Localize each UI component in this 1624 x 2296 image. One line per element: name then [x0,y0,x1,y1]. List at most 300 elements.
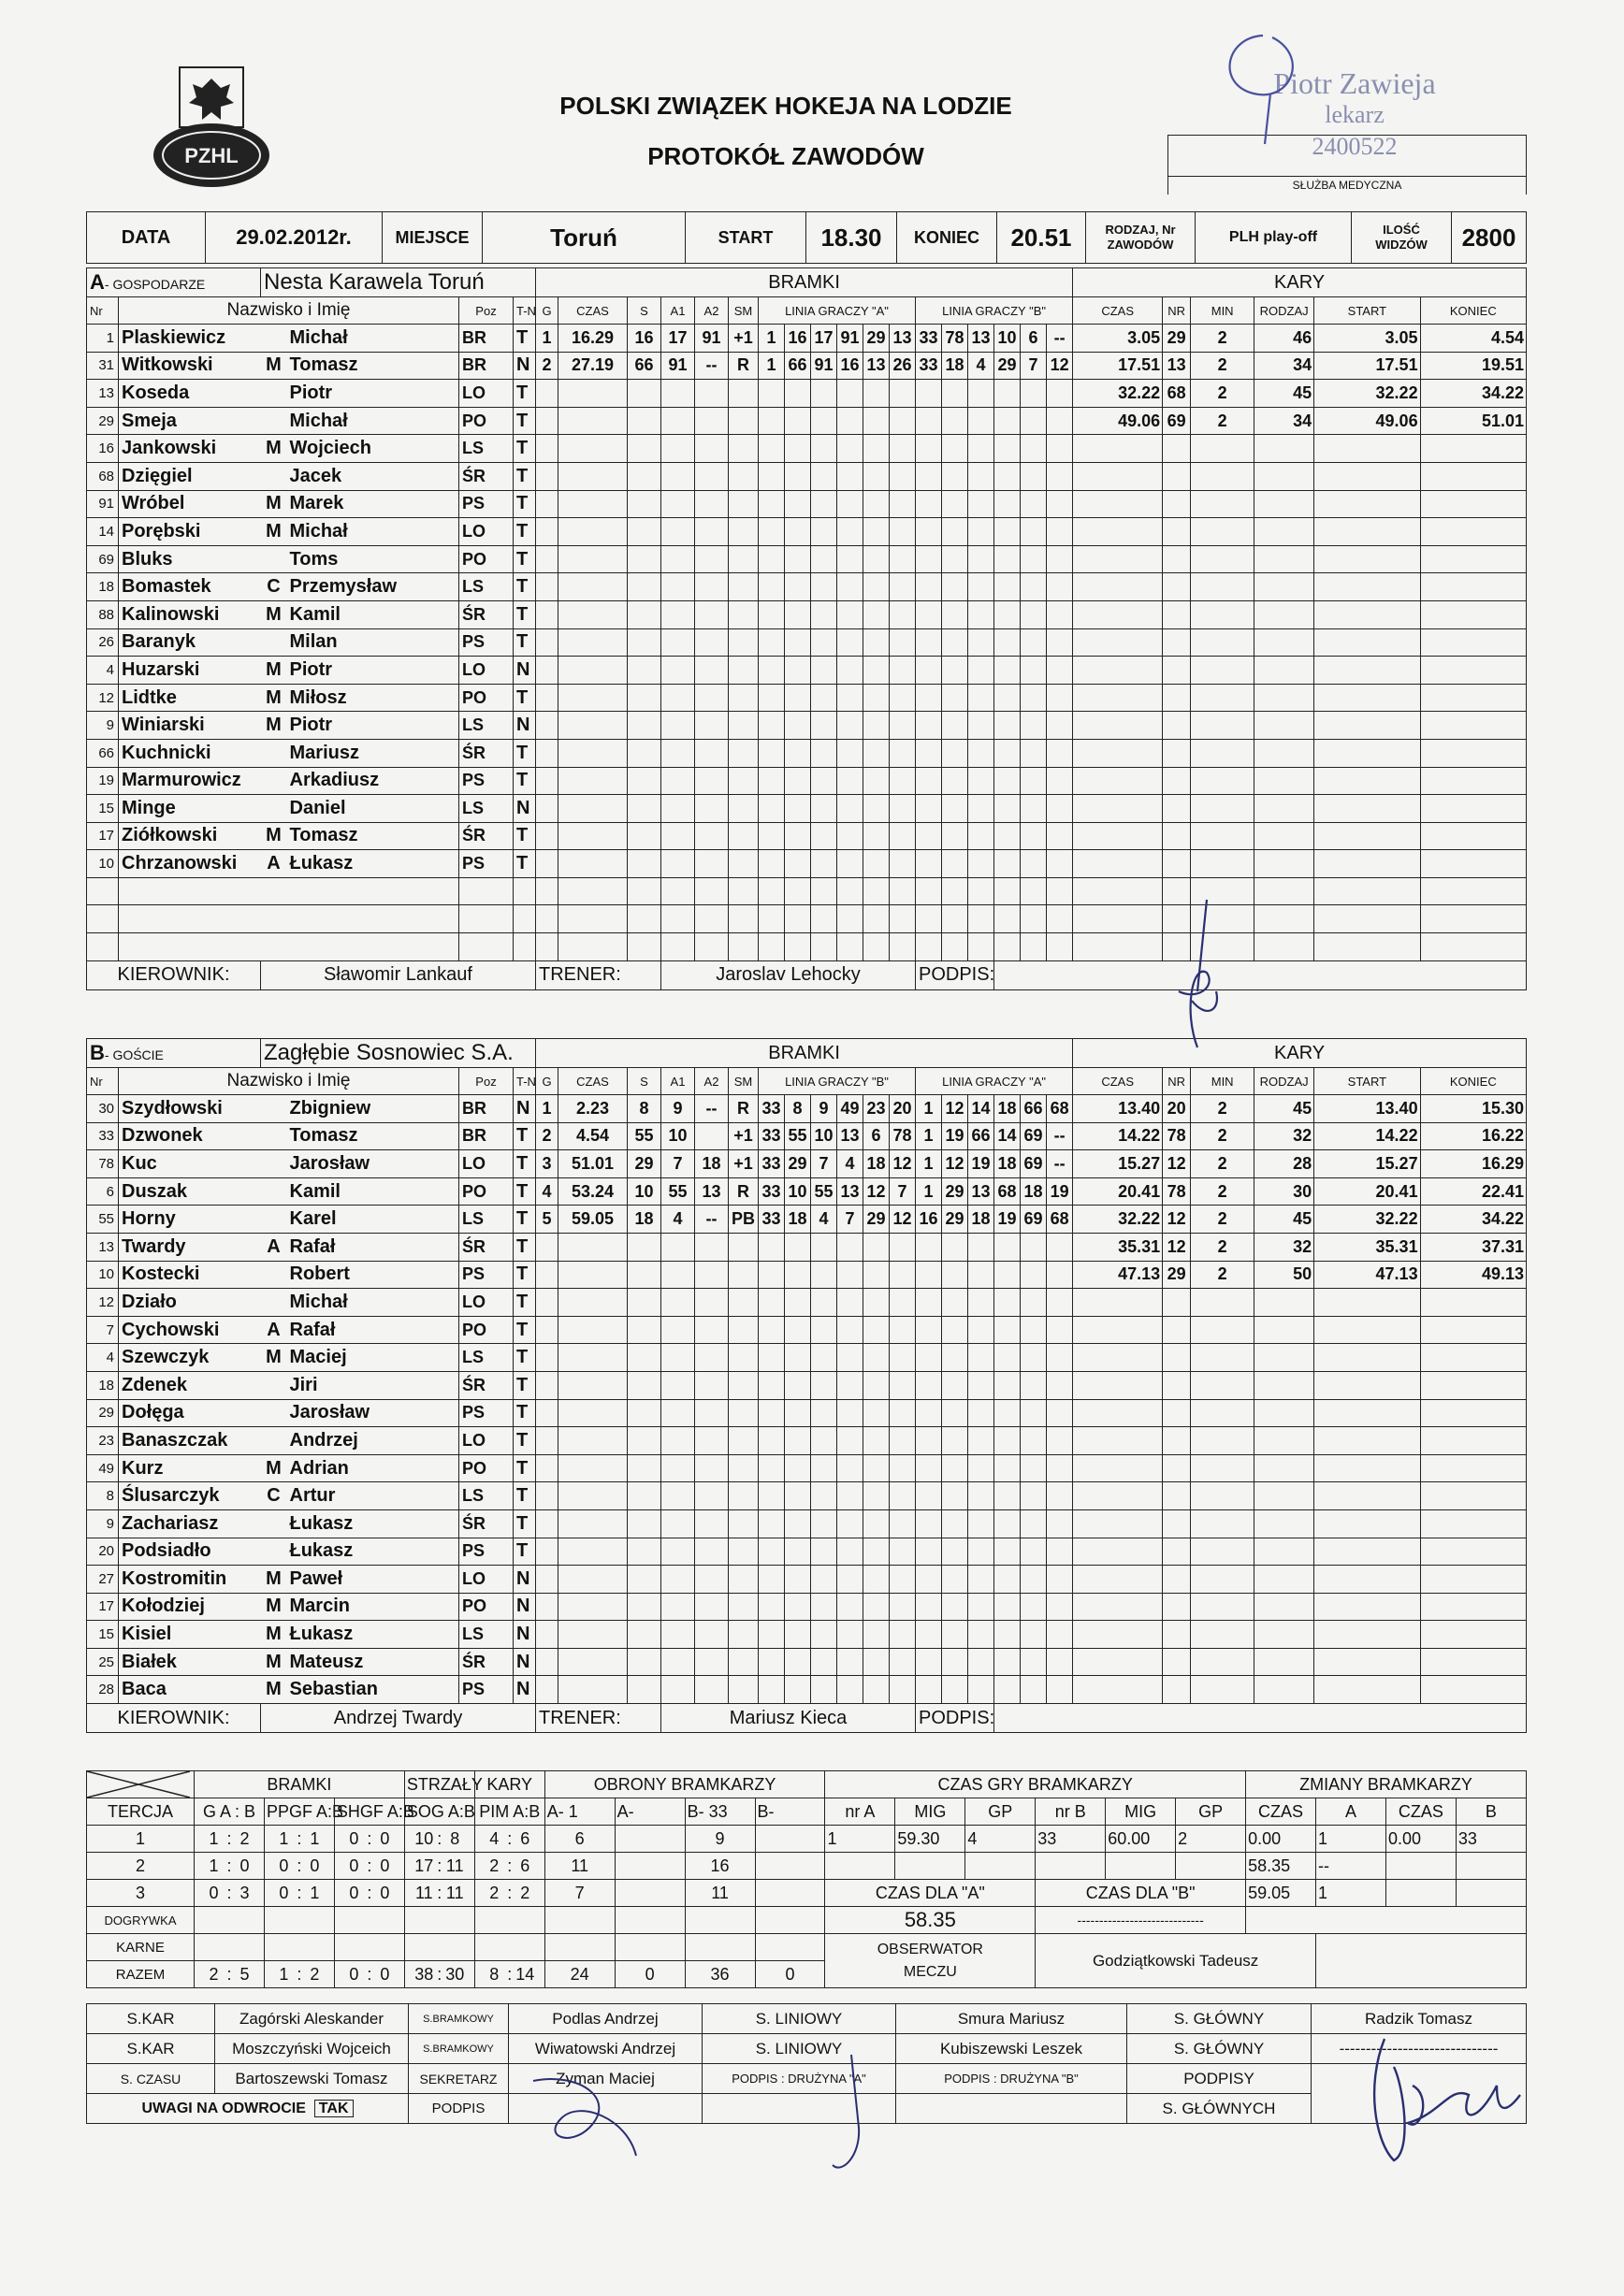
goal-cell [628,1399,661,1427]
goal-cell [536,1344,558,1372]
player-position [459,905,514,933]
goal-cell [837,380,863,408]
goal-cell [759,933,785,961]
teamA-podpis-blank [994,960,1527,989]
goal-cell [1047,1427,1073,1455]
goal-cell [785,380,811,408]
table-row [87,1509,1527,1538]
goal-cell: 13 [837,1177,863,1206]
goal-cell [863,1371,890,1399]
goal-cell: -- [695,1095,729,1123]
penalty-cell [1163,1399,1191,1427]
player-position: LO [459,380,514,408]
goal-cell [536,545,558,573]
teamA-head-kary-min: MIN [1191,297,1254,325]
goal-cell: 5 [536,1206,558,1234]
penalty-cell [1420,545,1526,573]
goal-cell [942,933,968,961]
sum-pim: 8 : 14 [474,1961,544,1988]
penalty-cell: 32.22 [1314,380,1420,408]
goal-cell [811,600,837,628]
goal-cell [558,822,628,850]
goal-cell [916,518,942,546]
teamA-kierownik: Sławomir Lankauf [261,960,536,989]
goal-cell [837,933,863,961]
teamA-head-linia2: LINIA GRACZY "B" [916,297,1073,325]
player-surname: Podsiadło [119,1538,261,1566]
player-position: LS [459,712,514,740]
goal-cell [1021,905,1047,933]
goal-cell [942,490,968,518]
penalty-cell [1163,1676,1191,1704]
player-number: 68 [87,462,119,490]
goal-cell [916,767,942,795]
penalty-cell [1420,490,1526,518]
player-role [261,767,287,795]
goal-cell [661,545,695,573]
goal-cell [837,600,863,628]
goal-cell [661,628,695,657]
goal-cell [942,1676,968,1704]
medical-stamp: Piotr Zawieja lekarz 2400522 [1273,66,1436,160]
penalty-cell [1191,1316,1254,1344]
goal-cell [890,1648,916,1676]
goal-cell: 18 [1021,1177,1047,1206]
player-role [261,739,287,767]
table-row [87,600,1527,628]
sum-zc1-head: CZAS [1246,1798,1316,1826]
goal-cell [536,739,558,767]
goal-cell [695,380,729,408]
blank-cell [474,1934,544,1961]
goal-cell [661,1621,695,1649]
penalty-cell: 49.06 [1314,407,1420,435]
goal-cell [837,435,863,463]
goal-cell: 29 [994,352,1021,380]
penalty-cell: 35.31 [1314,1233,1420,1261]
player-number [87,933,119,961]
player-surname: Lidtke [119,684,261,712]
goal-cell [729,877,759,905]
goal-cell [811,1261,837,1289]
sum-zc2-head: CZAS [1385,1798,1456,1826]
goal-cell: 17 [661,325,695,353]
blank-cell [334,1934,404,1961]
goal-cell [558,1344,628,1372]
sum-ob2 [755,1826,825,1853]
goal-cell: 2.23 [558,1095,628,1123]
player-number: 25 [87,1648,119,1676]
goal-cell: 13 [863,352,890,380]
player-number: 66 [87,739,119,767]
goal-cell: 12 [1047,352,1073,380]
sum-ga: 1 : 2 [195,1826,265,1853]
penalty-cell [1163,545,1191,573]
player-position: PS [459,1676,514,1704]
goal-cell [759,905,785,933]
teamA-head-czas: CZAS [558,297,628,325]
sum-b33-head: B- 33 [685,1798,755,1826]
signature-team-a-podpis [823,2053,898,2184]
goal-cell [811,1289,837,1317]
player-tn: T [514,600,536,628]
goal-cell [811,1648,837,1676]
goal-cell [968,573,994,601]
goal-cell [759,1566,785,1594]
goal-cell [661,905,695,933]
goal-cell [695,767,729,795]
goal-cell [916,1316,942,1344]
goal-cell [759,657,785,685]
goal-cell [1047,462,1073,490]
goal-cell [916,380,942,408]
player-firstname: Tomasz [287,352,459,380]
player-firstname [287,933,459,961]
blank-cell [615,1907,685,1934]
goal-cell [1047,1621,1073,1649]
goal-cell [1021,739,1047,767]
goal-cell: 33 [916,352,942,380]
penalty-cell [1254,628,1314,657]
teamB-title-cell [87,1039,261,1068]
penalty-cell [1420,850,1526,878]
player-number: 9 [87,1509,119,1538]
slin-2: Kubiszewski Leszek [896,2034,1127,2064]
teamB-kierownik: Andrzej Twardy [261,1704,536,1733]
penalty-cell [1163,795,1191,823]
player-surname [119,877,261,905]
goal-cell [729,573,759,601]
goal-cell [942,380,968,408]
goal-cell [994,573,1021,601]
goal-cell [628,1371,661,1399]
goal-cell [811,877,837,905]
teamB-head-s: S [628,1068,661,1095]
goal-cell [729,684,759,712]
goal-cell [942,850,968,878]
penalty-cell: 4.54 [1420,325,1526,353]
svg-text:PZHL: PZHL [184,144,239,167]
goal-cell [968,795,994,823]
penalty-cell: 3.05 [1073,325,1163,353]
teamB-name: Zagłębie Sosnowiec S.A. [261,1039,536,1068]
goal-cell [863,1648,890,1676]
goal-cell [837,767,863,795]
goal-cell [729,1648,759,1676]
goal-cell [1021,490,1047,518]
player-role [261,380,287,408]
goal-cell [536,1538,558,1566]
sum-za-head: A [1316,1798,1386,1826]
sczasu-1: Bartoszewski Tomasz [215,2064,409,2094]
penalty-cell [1314,684,1420,712]
sum-oa2 [615,1853,685,1880]
penalty-cell [1073,435,1163,463]
zmiana-cell: 1 [1316,1880,1386,1907]
player-position: ŚR [459,1371,514,1399]
player-surname: Banaszczak [119,1427,261,1455]
table-row [87,545,1527,573]
goal-cell [968,767,994,795]
player-tn: T [514,573,536,601]
penalty-cell [1073,877,1163,905]
goal-cell [890,462,916,490]
goal-cell: 18 [628,1206,661,1234]
goal-cell [759,1621,785,1649]
goal-cell [863,407,890,435]
sum-sh: 0 : 0 [334,1853,404,1880]
player-number: 12 [87,684,119,712]
goal-cell [916,1621,942,1649]
goal-cell [968,1676,994,1704]
goal-cell: 7 [890,1177,916,1206]
goal-cell [1021,462,1047,490]
goal-cell [759,1482,785,1510]
goal-cell: 29 [785,1150,811,1178]
goal-cell [916,1676,942,1704]
player-surname: Kurz [119,1454,261,1482]
goal-cell [558,1289,628,1317]
teamB-bramki-head: BRAMKI [536,1039,1073,1068]
goal-cell [942,767,968,795]
goal-cell [994,490,1021,518]
penalty-cell [1073,822,1163,850]
goal-cell [837,1427,863,1455]
goal-cell [837,1538,863,1566]
player-role [261,933,287,961]
player-firstname: Jarosław [287,1150,459,1178]
goal-cell [536,712,558,740]
blank-cell [264,1934,334,1961]
player-number: 14 [87,518,119,546]
penalty-cell: 35.31 [1073,1233,1163,1261]
goal-cell [890,1261,916,1289]
goal-cell [1047,1509,1073,1538]
player-number [87,905,119,933]
player-firstname: Rafał [287,1233,459,1261]
teamB-trener: Mariusz Kieca [661,1704,916,1733]
goal-cell [1021,933,1047,961]
goal-cell: -- [695,1206,729,1234]
goal-cell: 16 [837,352,863,380]
goal-cell [994,628,1021,657]
player-tn: T [514,407,536,435]
player-firstname: Michał [287,518,459,546]
goal-cell [695,1289,729,1317]
teamB-kierownik-label: KIEROWNIK: [87,1704,261,1733]
sum-obrony-head: OBRONY BRAMKARZY [544,1771,825,1798]
sum-czasgry-head: CZAS GRY BRAMKARZY [825,1771,1246,1798]
teamA-kary-head: KARY [1073,268,1527,297]
goal-cell: 78 [890,1122,916,1150]
teamA-trener-label: TRENER: [536,960,661,989]
goal-cell [916,1233,942,1261]
goal-cell: 6 [863,1122,890,1150]
goal-cell [1021,1482,1047,1510]
goal-cell [628,435,661,463]
table-row [87,1593,1527,1621]
goal-cell [759,1289,785,1317]
player-surname: Marmurowicz [119,767,261,795]
goal-cell [942,545,968,573]
penalty-cell: 32.22 [1314,1206,1420,1234]
sum-pim-head: PIM A:B [474,1798,544,1826]
goal-cell: 13 [968,1177,994,1206]
penalty-cell [1314,462,1420,490]
penalty-cell: 2 [1191,352,1254,380]
goal-cell: 18 [942,352,968,380]
rodzaj-label: RODZAJ, Nr ZAWODÓW [1086,212,1196,264]
player-position: LO [459,1427,514,1455]
slin-1: Smura Mariusz [896,2004,1127,2034]
goal-cell [661,462,695,490]
goal-cell: 6 [1021,325,1047,353]
goal-cell [1021,1648,1047,1676]
goal-cell [536,435,558,463]
goal-cell [916,545,942,573]
player-position: PS [459,850,514,878]
penalty-cell: 2 [1191,1233,1254,1261]
player-position: ŚR [459,739,514,767]
goal-cell: 55 [661,1177,695,1206]
player-role: M [261,1344,287,1372]
penalty-cell [1073,1593,1163,1621]
player-role: M [261,1676,287,1704]
goal-cell [968,1316,994,1344]
goal-cell [558,850,628,878]
blank-cell [685,1934,755,1961]
goal-cell [863,1454,890,1482]
teamA-head-kary-start: START [1314,297,1420,325]
tak-box[interactable]: TAK [314,2100,354,2117]
goal-cell [661,1344,695,1372]
goal-cell [1021,628,1047,657]
penalty-cell: 16.29 [1420,1150,1526,1178]
goal-cell [628,1482,661,1510]
goal-cell [916,822,942,850]
penalty-cell [1254,1454,1314,1482]
player-tn [514,877,536,905]
goal-cell [890,1566,916,1594]
goal-cell [536,628,558,657]
table-row [87,628,1527,657]
penalty-cell [1073,657,1163,685]
player-tn: T [514,739,536,767]
goal-cell [994,1482,1021,1510]
penalty-cell [1163,1316,1191,1344]
player-number: 27 [87,1566,119,1594]
goal-cell [837,628,863,657]
goal-cell [558,1316,628,1344]
sum-pim: 2 : 6 [474,1853,544,1880]
goal-cell [942,684,968,712]
goal-cell [695,1676,729,1704]
goal-cell [661,822,695,850]
goal-cell [695,545,729,573]
goal-cell [863,712,890,740]
player-surname: Horny [119,1206,261,1234]
penalty-cell: 20.41 [1073,1177,1163,1206]
player-role [261,877,287,905]
penalty-cell [1314,1648,1420,1676]
goal-cell [729,1593,759,1621]
goal-cell [628,628,661,657]
goal-cell [729,462,759,490]
summary-corner [87,1771,195,1798]
player-surname: Baca [119,1676,261,1704]
penalty-cell [1254,1482,1314,1510]
goal-cell [661,490,695,518]
player-role [261,1509,287,1538]
table-row [87,490,1527,518]
goal-cell [628,657,661,685]
goal-cell [759,1427,785,1455]
goal-cell [968,712,994,740]
table-row [87,1621,1527,1649]
player-position: LS [459,435,514,463]
penalty-cell: 15.30 [1420,1095,1526,1123]
goal-cell: 8 [785,1095,811,1123]
goal-cell [695,1538,729,1566]
goal-cell [536,1482,558,1510]
goal-cell [811,1316,837,1344]
goal-cell [628,1538,661,1566]
player-tn: T [514,1316,536,1344]
player-position: PS [459,628,514,657]
goal-cell: 7 [811,1150,837,1178]
penalty-cell [1420,712,1526,740]
goal-cell [628,712,661,740]
goal-cell [785,1538,811,1566]
penalty-cell [1314,1454,1420,1482]
goal-cell: 33 [759,1122,785,1150]
player-number: 29 [87,407,119,435]
penalty-cell [1254,1566,1314,1594]
goal-cell [695,1509,729,1538]
goal-cell [942,1399,968,1427]
goal-cell [863,490,890,518]
koniec-value: 20.51 [997,212,1086,264]
goal-cell [695,850,729,878]
sum-strzaly-head: STRZAŁY [404,1771,474,1798]
player-position: LO [459,518,514,546]
goal-cell [994,822,1021,850]
goal-cell: 4.54 [558,1122,628,1150]
penalty-cell: 34 [1254,352,1314,380]
goal-cell [863,767,890,795]
sum-ob2 [755,1880,825,1907]
goal-cell [890,684,916,712]
table-row [87,573,1527,601]
goal-cell [759,407,785,435]
goal-cell [942,1538,968,1566]
goal-cell [890,1593,916,1621]
player-number: 69 [87,545,119,573]
sekretarz-label: SEKRETARZ [409,2064,509,2094]
penalty-cell [1191,1289,1254,1317]
penalty-cell: 45 [1254,380,1314,408]
table-row [87,1344,1527,1372]
goal-cell [729,380,759,408]
goal-cell [759,518,785,546]
penalty-cell [1254,1344,1314,1372]
player-number: 4 [87,657,119,685]
goal-cell [1021,1538,1047,1566]
penalty-cell [1314,1538,1420,1566]
penalty-cell [1420,1593,1526,1621]
sum-nra-head: nr A [825,1798,895,1826]
goal-cell [759,1648,785,1676]
